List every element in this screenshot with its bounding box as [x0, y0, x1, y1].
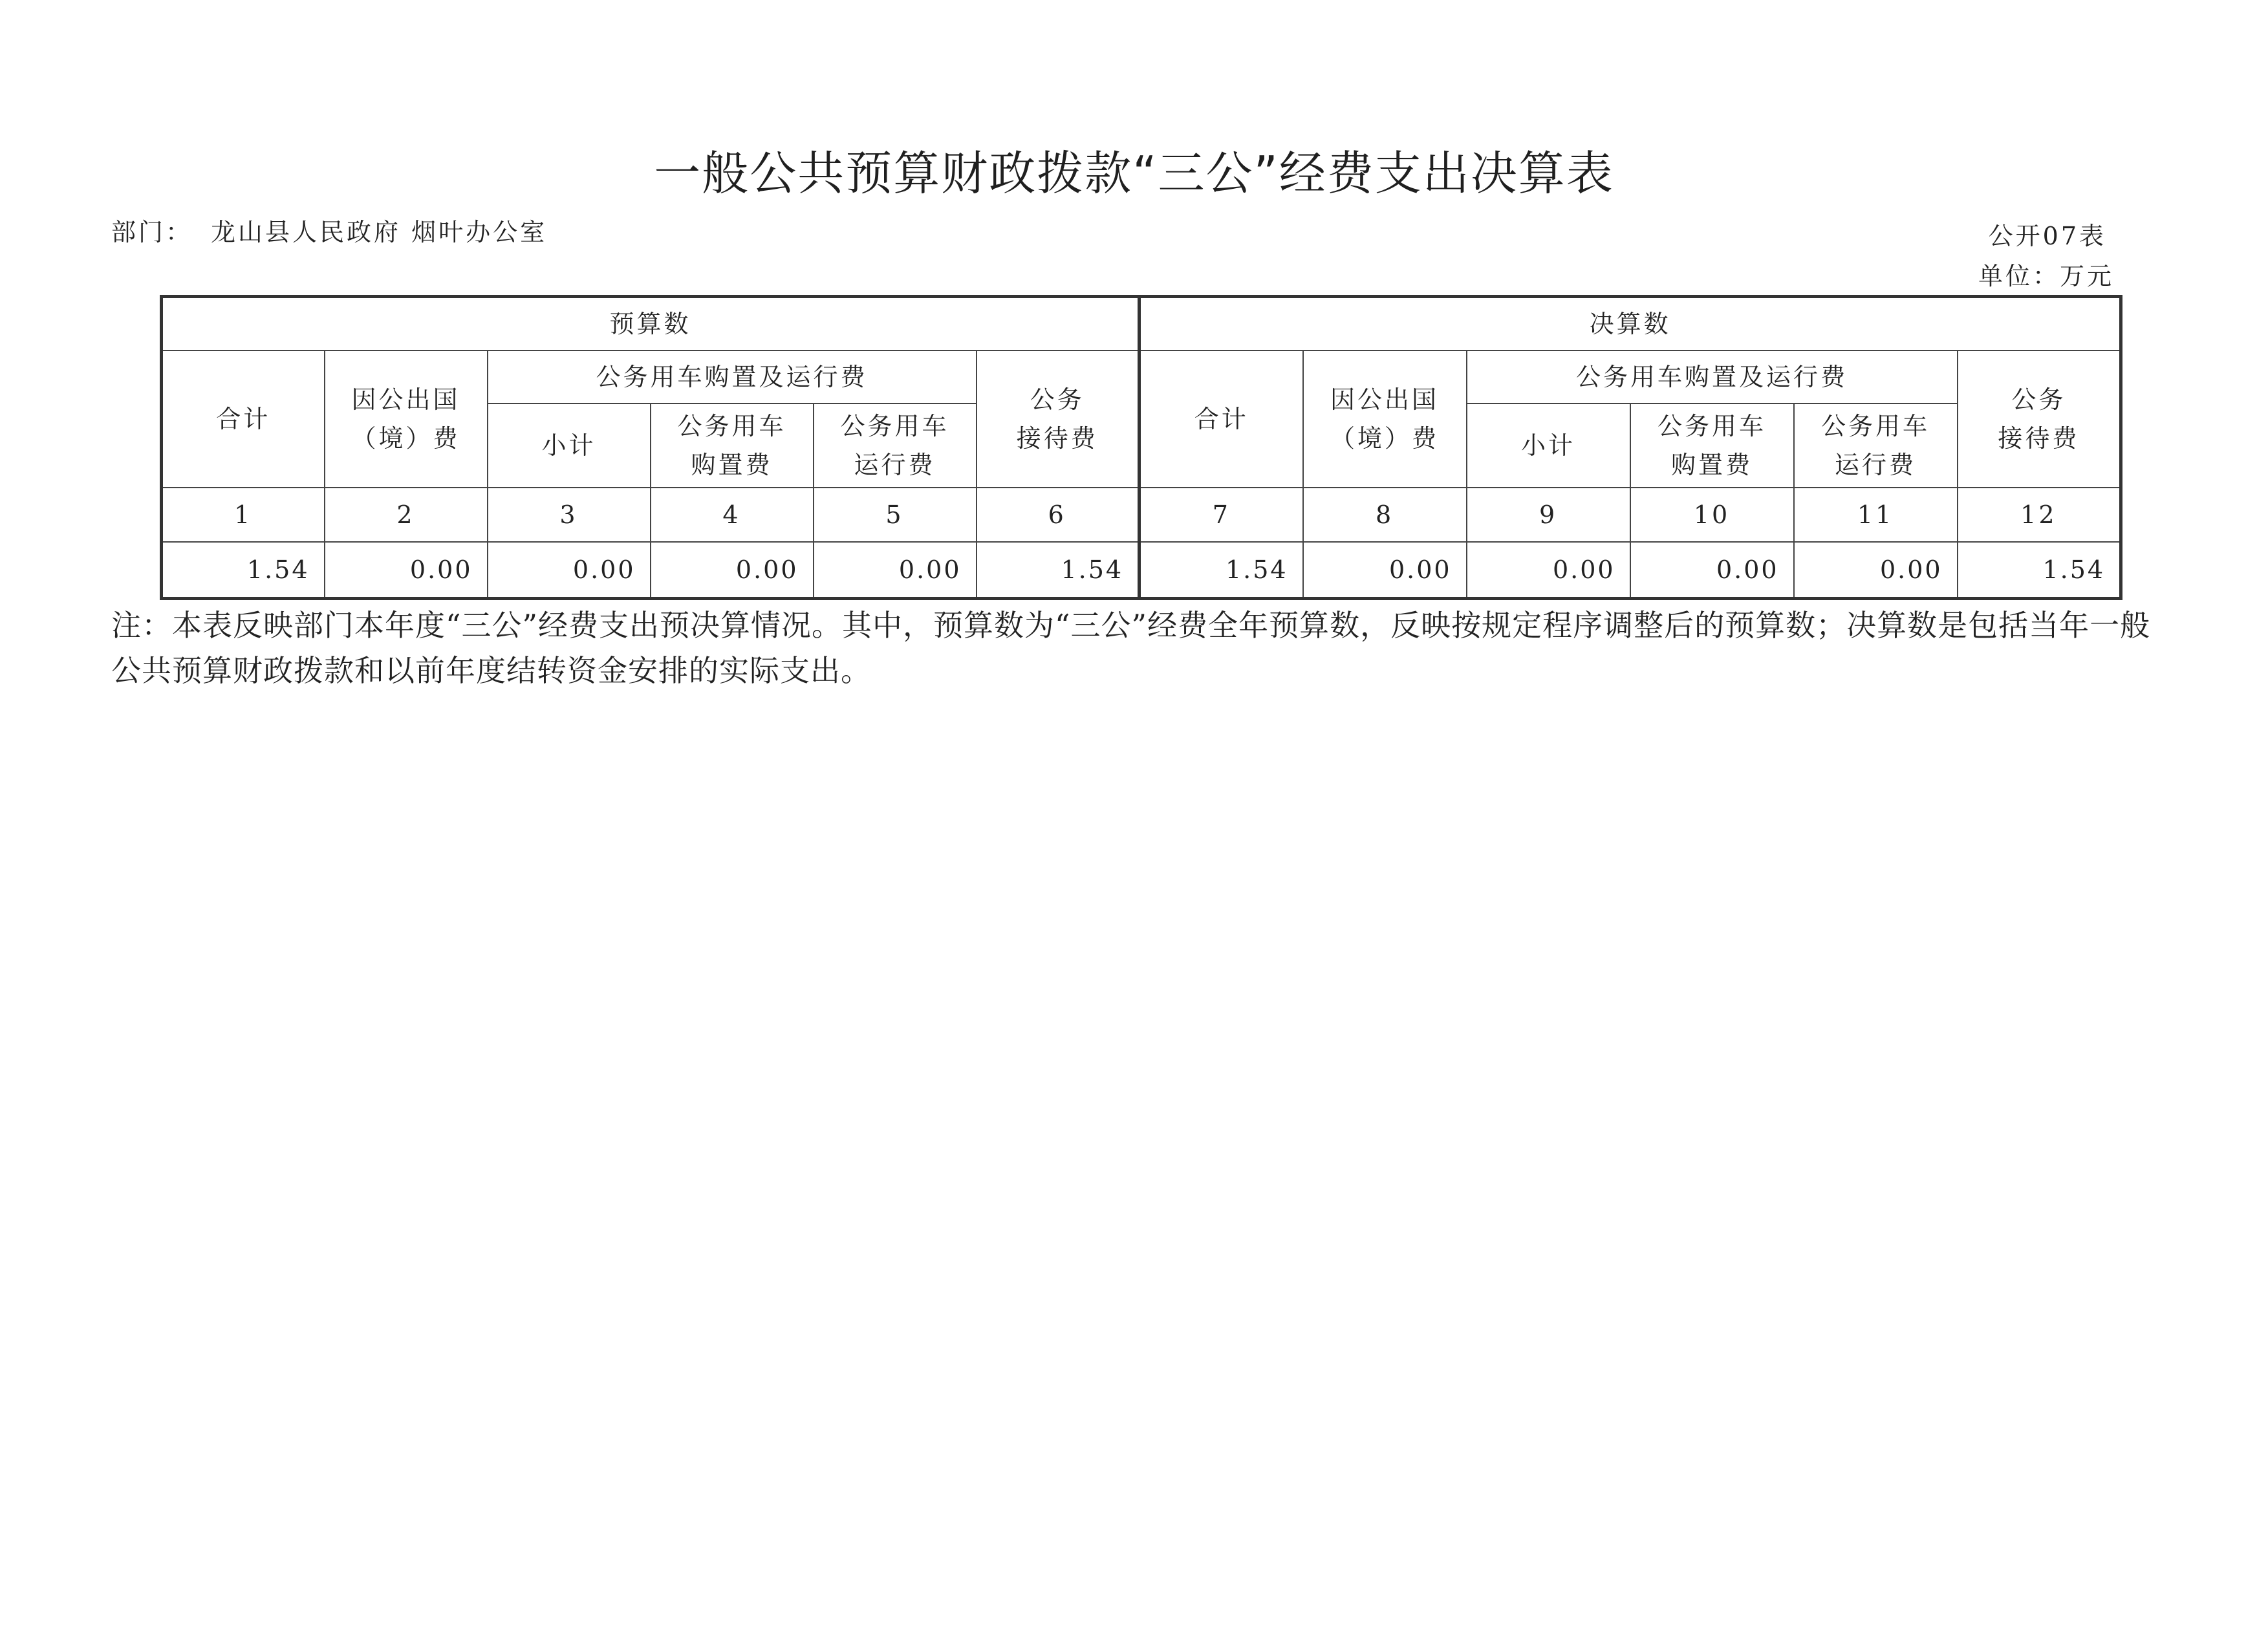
- page-title: 一般公共预算财政拨款“三公”经费支出决算表: [654, 146, 1614, 200]
- budget-reception-header: 公务 接待费: [977, 350, 1139, 488]
- column-number: 10: [1630, 488, 1794, 542]
- column-number: 2: [325, 488, 488, 542]
- value-cell: 0.00: [325, 542, 488, 599]
- department-label: 部门：: [111, 218, 193, 246]
- final-total-header: 合计: [1139, 350, 1303, 488]
- budget-subtotal-header: 小计: [488, 404, 651, 488]
- column-number: 6: [977, 488, 1139, 542]
- column-number: 7: [1139, 488, 1303, 542]
- value-cell: 0.00: [1630, 542, 1794, 599]
- value-cell: 0.00: [1303, 542, 1467, 599]
- final-vehicle-header: 公务用车购置及运行费: [1467, 350, 1958, 404]
- value-cell: 1.54: [162, 542, 325, 599]
- budget-operation-header: 公务用车 运行费: [814, 404, 977, 488]
- budget-purchase-header: 公务用车 购置费: [651, 404, 814, 488]
- value-cell: 0.00: [1794, 542, 1958, 599]
- value-cell: 0.00: [814, 542, 977, 599]
- table-row: [162, 542, 2121, 599]
- department-name: 龙山县人民政府 烟叶办公室: [211, 218, 548, 246]
- final-section-header: 决算数: [1139, 297, 2121, 351]
- three-public-expenses-table: [160, 295, 2122, 600]
- budget-section-header: 预算数: [162, 297, 1139, 351]
- value-cell: 0.00: [1467, 542, 1630, 599]
- final-purchase-header: 公务用车 购置费: [1630, 404, 1794, 488]
- budget-total-header: 合计: [162, 350, 325, 488]
- column-number: 5: [814, 488, 977, 542]
- department-line: [111, 212, 547, 248]
- column-number: 12: [1958, 488, 2121, 542]
- column-number: 9: [1467, 488, 1630, 542]
- final-operation-header: 公务用车 运行费: [1794, 404, 1958, 488]
- final-subtotal-header: 小计: [1467, 404, 1630, 488]
- final-abroad-header: 因公出国 （境）费: [1303, 350, 1467, 488]
- column-number: 8: [1303, 488, 1467, 542]
- table-note: 注：本表反映部门本年度“三公”经费支出预决算情况。其中，预算数为“三公”经费全年预算数，反映按规定程序调整后的预算数；决算数是包括当年一般公共预算财政拨款和以前年度结转资金安排的实际支出。: [111, 608, 2151, 688]
- budget-vehicle-header: 公务用车购置及运行费: [488, 350, 977, 404]
- column-number-row: [162, 488, 2121, 542]
- value-cell: 0.00: [488, 542, 651, 599]
- final-reception-header: 公务 接待费: [1958, 350, 2121, 488]
- column-number: 4: [651, 488, 814, 542]
- column-number: 11: [1794, 488, 1958, 542]
- value-cell: 0.00: [651, 542, 814, 599]
- form-number: 公开07表: [1988, 222, 2106, 250]
- budget-abroad-header: 因公出国 （境）费: [325, 350, 488, 488]
- value-cell: 1.54: [1958, 542, 2121, 599]
- column-number: 3: [488, 488, 651, 542]
- value-cell: 1.54: [1139, 542, 1303, 599]
- unit-label: 单位：万元: [1978, 262, 2114, 290]
- value-cell: 1.54: [977, 542, 1139, 599]
- column-number: 1: [162, 488, 325, 542]
